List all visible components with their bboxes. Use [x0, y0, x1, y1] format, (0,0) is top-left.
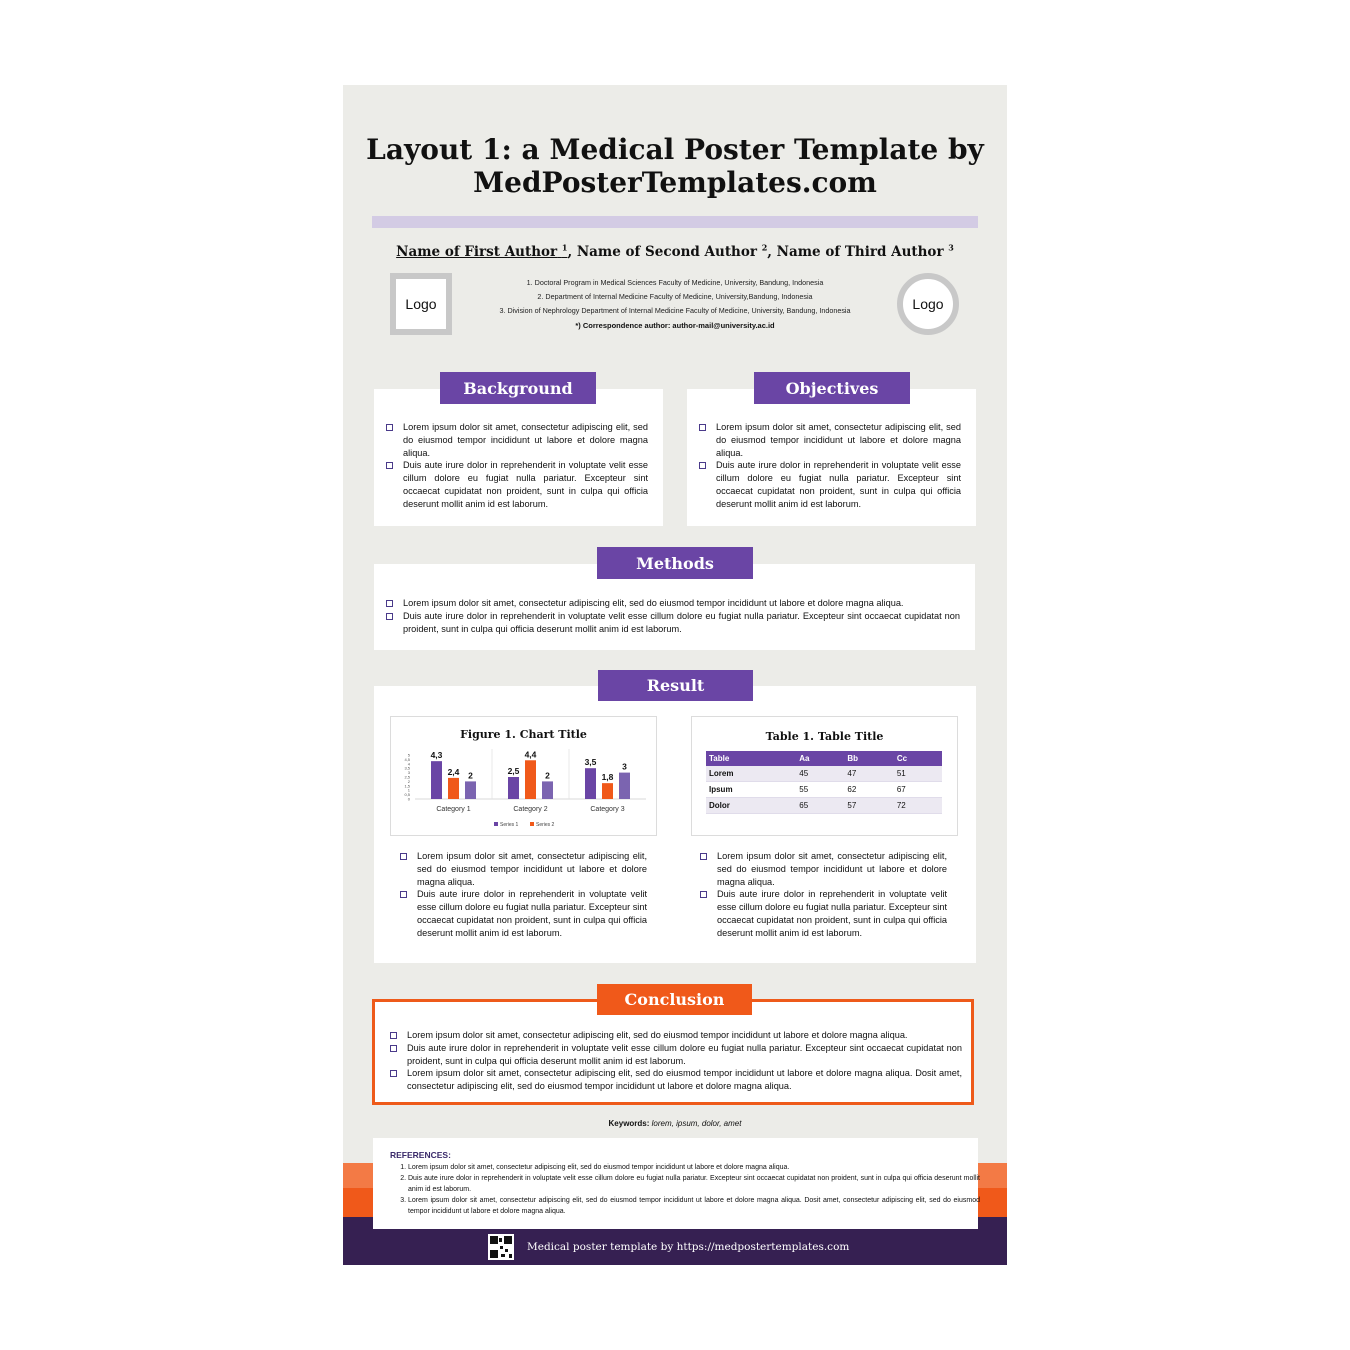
- table-header: Cc: [894, 751, 942, 766]
- chart-bar: [585, 768, 596, 799]
- result-right-list: [700, 850, 947, 940]
- bar-chart: [391, 717, 656, 835]
- affiliations: [463, 276, 887, 318]
- table-header: Table: [706, 751, 796, 766]
- legend-swatch: [530, 822, 534, 826]
- chart-bar: [508, 777, 519, 799]
- bar-data-label: 2: [468, 770, 473, 781]
- figure-card: [390, 716, 657, 836]
- second-author: , Name of Second Author $^2$: [567, 242, 768, 260]
- poster: [343, 85, 1007, 1265]
- table-cell: Dolor: [706, 798, 796, 814]
- list-item: Lorem ipsum dolor sit amet, consectetur adipiscing elit, sed do eiusmod tempor incididunt ut labore et dolore magna aliqua.: [700, 850, 947, 888]
- title-line-2: MedPosterTemplates.com: [473, 166, 877, 199]
- conclusion-list: [390, 1029, 962, 1093]
- bar-data-label: 2,4: [447, 766, 460, 777]
- bar-data-label: 4,3: [430, 750, 443, 761]
- legend-label: Series 2: [536, 822, 555, 828]
- background-list: [386, 421, 648, 511]
- list-item: Duis aute irure dolor in reprehenderit in voluptate velit esse cillum dolore eu fugiat nulla pariatur. Excepteur sint occaecat cupidatat non proident, sunt in culpa qui officia deserunt mollit anim id est laborum.: [386, 459, 648, 510]
- table-title: Table 1. Table Title: [765, 730, 884, 743]
- title-divider: [372, 216, 978, 228]
- qr-code-icon: [488, 1234, 514, 1260]
- background-heading: Background: [440, 372, 596, 404]
- y-tick-label: 2: [407, 778, 410, 784]
- footer-text: Medical poster template by https://medpostertemplates.com: [527, 1241, 850, 1253]
- figure-title: Figure 1. Chart Title: [460, 728, 587, 741]
- reference-item: 2. Duis aute irure dolor in reprehenderit in voluptate velit esse cillum dolore eu fugiat nulla pariatur. Excepteur sint occaecat cupidatat non proident, sunt in culpa qui officia deserunt mollit anim id est laborum.: [408, 1173, 980, 1195]
- bar-data-label: 4,4: [524, 749, 537, 760]
- table-header: Aa: [796, 751, 844, 766]
- bar-data-label: 3: [622, 761, 627, 772]
- methods-list: [386, 597, 960, 635]
- chart-bar: [619, 773, 630, 799]
- logo-right: Logo: [897, 273, 959, 335]
- chart-bar: [542, 781, 553, 799]
- table-cell: 72: [894, 798, 942, 814]
- table-row: [706, 782, 942, 798]
- chart-bar: [465, 781, 476, 799]
- table-cell: 47: [844, 766, 893, 782]
- result-heading: Result: [598, 670, 753, 701]
- y-tick-label: 3: [407, 770, 410, 776]
- table-row: [706, 798, 942, 814]
- keywords-label: Keywords:: [608, 1119, 650, 1128]
- list-item: Lorem ipsum dolor sit amet, consectetur adipiscing elit, sed do eiusmod tempor incididunt ut labore et dolore magna aliqua.: [699, 421, 961, 459]
- list-item: Duis aute irure dolor in reprehenderit in voluptate velit esse cillum dolore eu fugiat nulla pariatur. Excepteur sint occaecat cupidatat non proident, sunt in culpa qui officia deserunt mollit anim id est laborum.: [699, 459, 961, 510]
- keywords: [343, 1119, 1007, 1128]
- keywords-value: lorem, ipsum, dolor, amet: [649, 1119, 742, 1128]
- objectives-box: [687, 389, 976, 526]
- list-item: Duis aute irure dolor in reprehenderit in voluptate velit esse cillum dolore eu fugiat nulla pariatur. Excepteur sint occaecat cupidatat non proident, sunt in culpa qui officia deserunt mollit anim id est laborum.: [386, 610, 960, 636]
- affiliation-3: 3. Division of Nephrology Department of Internal Medicine Faculty of Medicine, University, Bandung, Indonesia: [499, 306, 851, 315]
- list-item: Duis aute irure dolor in reprehenderit in voluptate velit esse cillum dolore eu fugiat nulla pariatur. Excepteur sint occaecat cupidatat non proident, sunt in culpa qui officia deserunt mollit anim id est laborum.: [400, 888, 647, 939]
- methods-heading: Methods: [597, 547, 753, 579]
- table-cell: 57: [844, 798, 893, 814]
- legend-label: Series 1: [500, 822, 519, 828]
- table-cell: 67: [894, 782, 942, 798]
- table-cell: Ipsum: [706, 782, 796, 798]
- chart-bar: [602, 783, 613, 799]
- table-cell: 55: [796, 782, 844, 798]
- list-item: Duis aute irure dolor in reprehenderit in voluptate velit esse cillum dolore eu fugiat nulla pariatur. Excepteur sint occaecat cupidatat non proident, sunt in culpa qui officia deserunt mollit anim id est laborum.: [700, 888, 947, 939]
- affiliation-2: 2. Department of Internal Medicine Faculty of Medicine, University,Bandung, Indonesia: [537, 292, 813, 301]
- conclusion-heading: Conclusion: [597, 984, 752, 1015]
- bar-data-label: 2: [545, 770, 550, 781]
- references-list: [390, 1162, 980, 1217]
- list-item: Lorem ipsum dolor sit amet, consectetur adipiscing elit, sed do eiusmod tempor incididunt ut labore et dolore magna aliqua.: [390, 1029, 962, 1042]
- first-author: Name of First Author $^1$: [396, 242, 568, 260]
- logo-left: Logo: [390, 273, 452, 335]
- list-item: Lorem ipsum dolor sit amet, consectetur adipiscing elit, sed do eiusmod tempor incididunt ut labore et dolore magna aliqua.: [400, 850, 647, 888]
- table-cell: 45: [796, 766, 844, 782]
- footer: [488, 1234, 868, 1260]
- bar-data-label: 3,5: [584, 757, 597, 768]
- table-row: [706, 766, 942, 782]
- y-tick-label: 1,5: [404, 783, 410, 789]
- bar-data-label: 2,5: [507, 766, 520, 776]
- list-item: Duis aute irure dolor in reprehenderit in voluptate velit esse cillum dolore eu fugiat nulla pariatur. Excepteur sint occaecat cupidatat non proident, sunt in culpa qui officia deserunt mollit anim id est laborum.: [390, 1042, 962, 1068]
- result-table: [706, 751, 942, 814]
- reference-item: 1. Lorem ipsum dolor sit amet, consectetur adipiscing elit, sed do eiusmod tempor incididunt ut labore et dolore magna aliqua.: [408, 1162, 980, 1173]
- table-cell: Lorem: [706, 766, 796, 782]
- references-heading: REFERENCES:: [390, 1150, 451, 1160]
- chart-bar: [448, 778, 459, 799]
- list-item: Lorem ipsum dolor sit amet, consectetur adipiscing elit, sed do eiusmod tempor incididunt ut labore et dolore magna aliqua.: [386, 421, 648, 459]
- affiliation-1: 1. Doctoral Program in Medical Sciences Faculty of Medicine, University, Bandung, Indonesia: [526, 278, 824, 287]
- correspondence: *) Correspondence author: author-mail@university.ac.id: [575, 321, 775, 330]
- poster-title: [343, 133, 1007, 199]
- y-tick-label: 2,5: [404, 774, 410, 780]
- title-line-1: Layout 1: a Medical Poster Template by: [366, 133, 984, 166]
- third-author: , Name of Third Author $^3$: [767, 242, 954, 260]
- table-card: [691, 716, 958, 836]
- table-cell: 62: [844, 782, 893, 798]
- reference-item: 3. Lorem ipsum dolor sit amet, consectetur adipiscing elit, sed do eiusmod tempor incididunt ut labore et dolore magna aliqua. Dosit amet, consectetur adipiscing elit, sed do eiusmod tempor incididunt ut labore et dolore magna aliqua.: [408, 1195, 980, 1217]
- bar-data-label: 1,8: [601, 772, 614, 783]
- chart-bar: [525, 760, 536, 799]
- x-tick-label: Category 3: [590, 806, 625, 813]
- list-item: Lorem ipsum dolor sit amet, consectetur adipiscing elit, sed do eiusmod tempor incididunt ut labore et dolore magna aliqua.: [386, 597, 960, 610]
- objectives-heading: Objectives: [754, 372, 910, 404]
- legend-swatch: [494, 822, 498, 826]
- chart-bar: [431, 761, 442, 799]
- y-tick-label: 0: [407, 796, 410, 802]
- table-header-row: [706, 751, 942, 766]
- y-tick-label: 4,5: [404, 756, 410, 762]
- y-tick-label: 3,5: [404, 765, 410, 771]
- authors-line: [343, 242, 1007, 260]
- x-tick-label: Category 1: [436, 806, 471, 813]
- table-header: Bb: [844, 751, 893, 766]
- y-tick-label: 4: [407, 761, 410, 767]
- result-box: [374, 686, 976, 963]
- y-tick-label: 5: [407, 752, 410, 758]
- result-left-list: [400, 850, 647, 940]
- references-box: [373, 1138, 978, 1229]
- x-tick-label: Category 2: [513, 806, 548, 813]
- table-cell: 65: [796, 798, 844, 814]
- table-cell: 51: [894, 766, 942, 782]
- y-tick-label: 0,5: [404, 792, 410, 798]
- objectives-list: [699, 421, 961, 511]
- y-tick-label: 1: [407, 787, 410, 793]
- background-box: [374, 389, 663, 526]
- list-item: Lorem ipsum dolor sit amet, consectetur adipiscing elit, sed do eiusmod tempor incididunt ut labore et dolore magna aliqua. Dosit amet, consectetur adipiscing elit, sed do eiusmod tempor incididunt ut labore et dolore magna aliqua.: [390, 1067, 962, 1093]
